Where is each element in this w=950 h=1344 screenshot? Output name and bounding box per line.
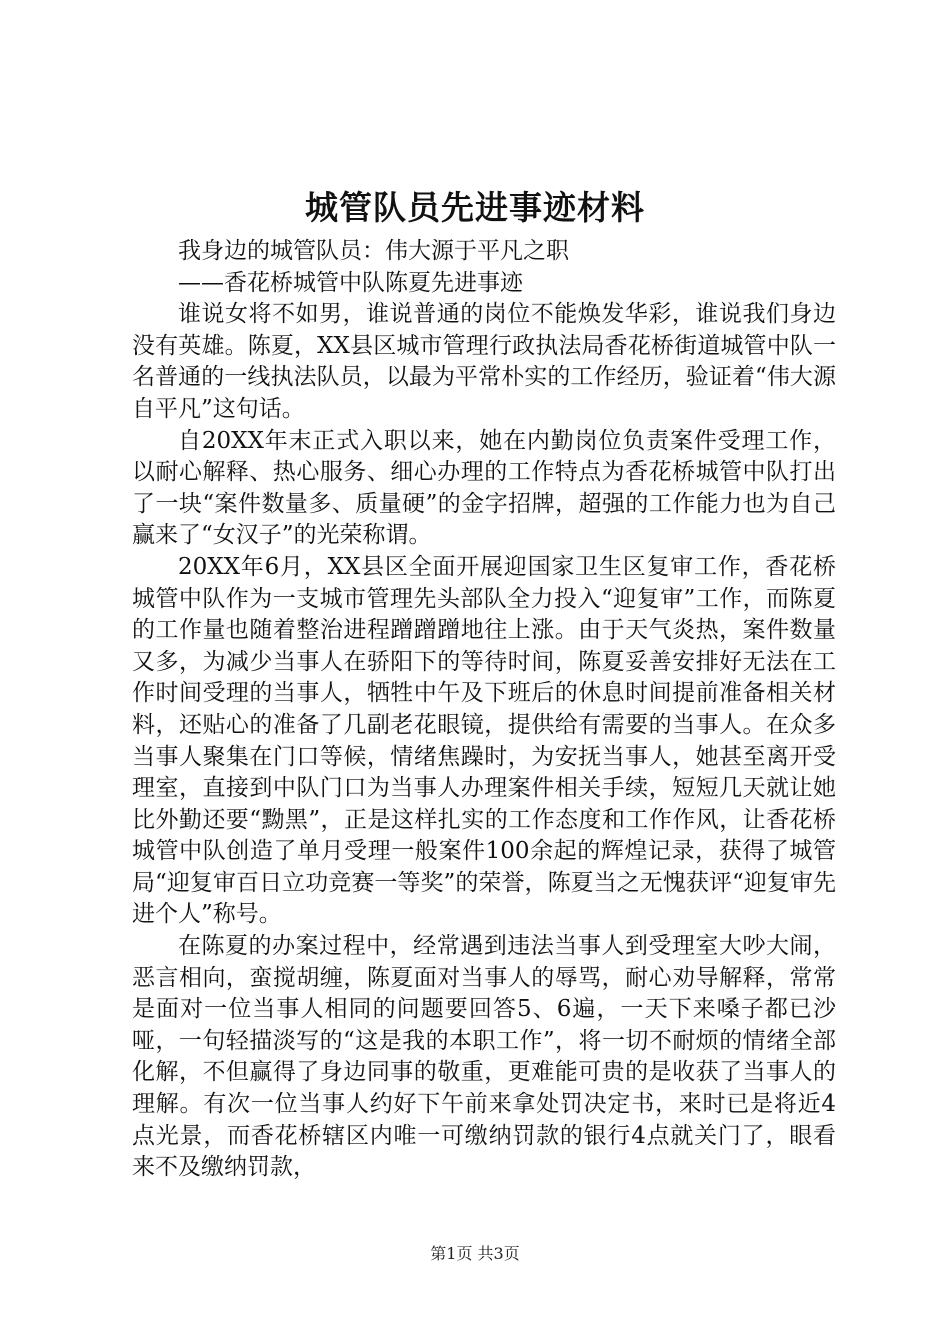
subtitle-line: 我身边的城管队员：伟大源于平凡之职 <box>178 238 569 264</box>
body-paragraph: 自20XX年末正式入职以来，她在内勤岗位负责案件受理工作，以耐心解释、热心服务、细心办理的工作特点为香花桥城管中队打出了一块“案件数量多、质量硬”的金字招牌，超强的工作能力也为自己赢来了“女汉子”的光荣称谓。 <box>132 427 836 549</box>
body-paragraph: 谁说女将不如男，谁说普通的岗位不能焕发华彩，谁说我们身边没有英雄。陈夏，XX县区城市管理行政执法局香花桥街道城管中队一名普通的一线执法队员，以最为平常朴实的工作经历，验证着“伟大源自平凡”这句话。 <box>132 301 836 422</box>
document-title: 城管队员先进事迹材料 <box>305 188 645 227</box>
page-footer: 第1页 共3页 <box>430 1244 520 1263</box>
subtitle-line: ——香花桥城管中队陈夏先进事迹 <box>178 269 523 296</box>
body-paragraph: 20XX年6月，XX县区全面开展迎国家卫生区复审工作，香花桥城管中队作为一支城市管理先头部队全力投入“迎复审”工作，而陈夏的工作量也随着整治进程蹭蹭蹭地往上涨。由于天气炎热，案件数量又多，为减少当事人在骄阳下的等待时间，陈夏妥善安排好无法在工作时间受理的当事人，牺牲中午及下班后的休息时间提前准备相关材料，还贴心的准备了几副老花眼镜，提供给有需要的当事人。在众多当事人聚集在门口等候，情绪焦躁时，为安抚当事人，她甚至离开受理室，直接到中队门口为当事人办理案件相关手续，短短几天就让她比外勤还要“黝黑”，正是这样扎实的工作态度和工作作风，让香花桥城管中队创造了单月受理一般案件100余起的辉煌记录，获得了城管局“迎复审百日立功竞赛一等奖”的荣誉，陈夏当之无愧获评“迎复审先进个人”称号。 <box>132 553 836 928</box>
body-paragraph: 在陈夏的办案过程中，经常遇到违法当事人到受理室大吵大闹，恶言相向，蛮搅胡缠，陈夏面对当事人的辱骂，耐心劝导解释，常常是面对一位当事人相同的问题要回答5、6遍，一天下来嗓子都已沙哑，一句轻描淡写的“这是我的本职工作”，将一切不耐烦的情绪全部化解，不但赢得了身边同事的敬重，更难能可贵的是收获了当事人的理解。有次一位当事人约好下午前来拿处罚决定书，来时已是将近4点光景，而香花桥辖区内唯一可缴纳罚款的银行4点就关门了，眼看来不及缴纳罚款， <box>132 933 836 1181</box>
document-body <box>132 236 836 1184</box>
